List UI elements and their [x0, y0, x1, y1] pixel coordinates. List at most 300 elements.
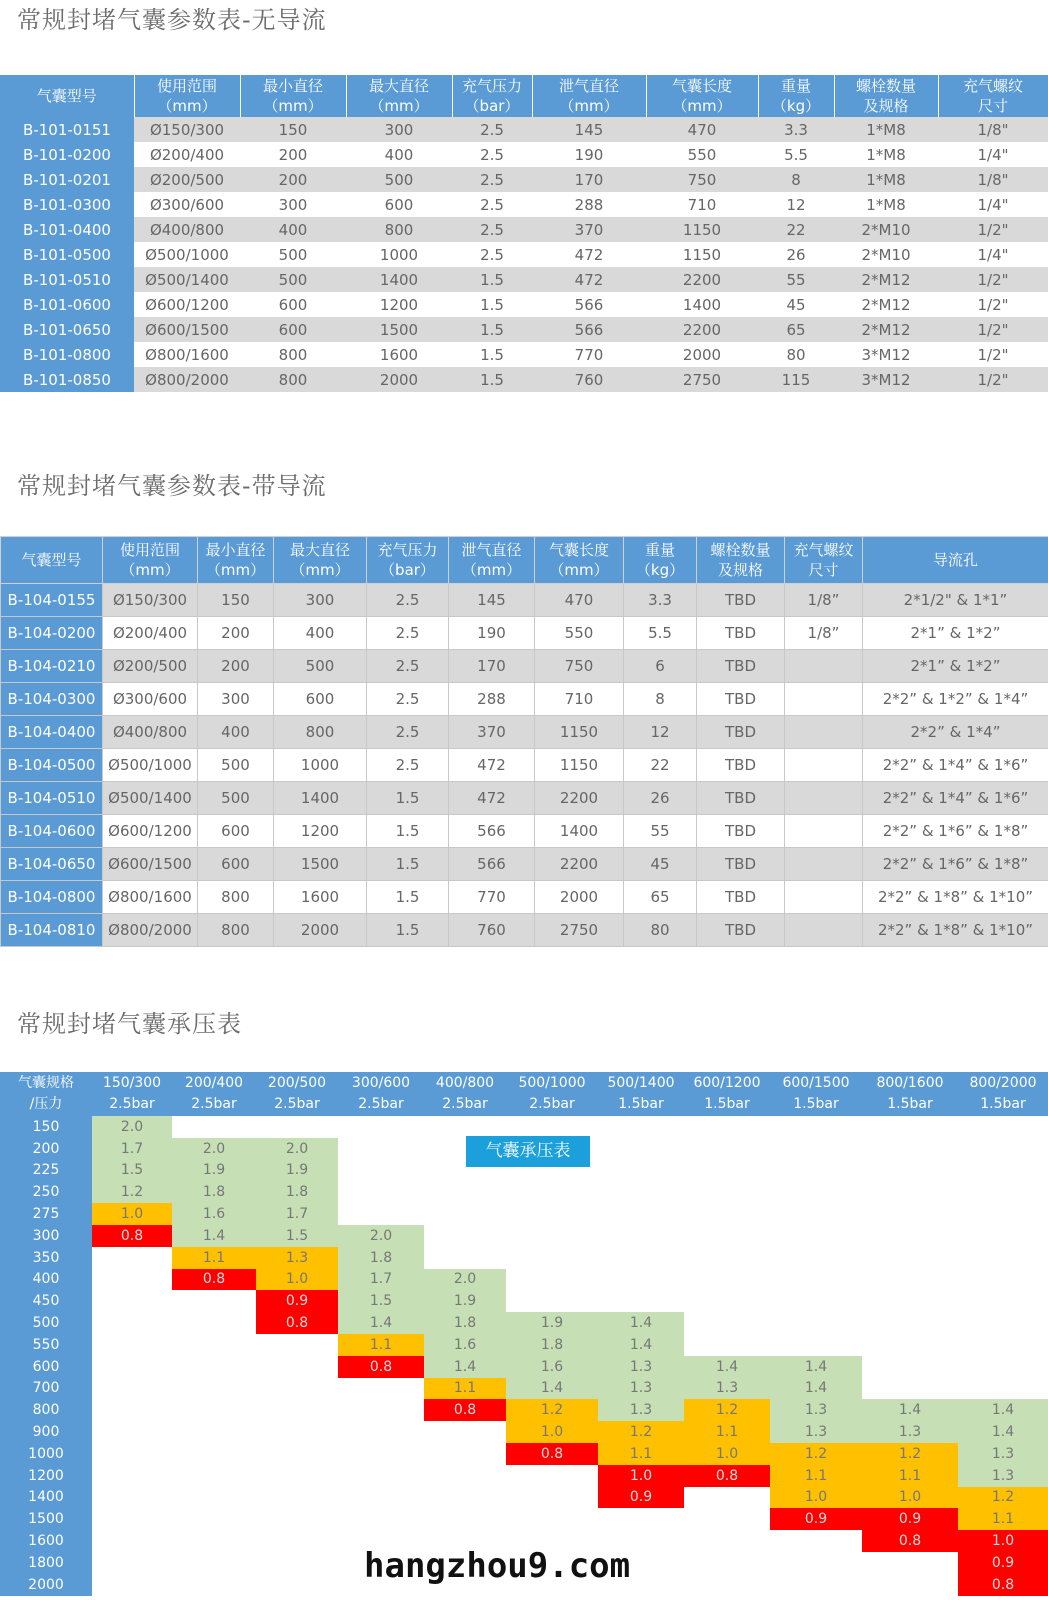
spec2-cell: 2200	[535, 848, 624, 881]
pressure-row-label: 150	[0, 1116, 92, 1138]
pressure-empty-cell	[684, 1203, 770, 1225]
pressure-row	[0, 1116, 1048, 1138]
pressure-empty-cell	[92, 1356, 172, 1378]
pressure-value-cell: 0.9	[770, 1508, 862, 1530]
spec2-cell: 1000	[274, 749, 367, 782]
pressure-empty-cell	[338, 1160, 424, 1182]
pressure-empty-cell	[256, 1574, 338, 1596]
pressure-row-label: 2000	[0, 1574, 92, 1596]
spec2-cell: Ø600/1500	[103, 848, 198, 881]
spec2-cell: 2*2” & 1*2” & 1*4”	[863, 683, 1048, 716]
spec1-model-cell: B-101-0400	[0, 217, 134, 242]
spec2-cell: 200	[198, 617, 274, 650]
spec1-cell: 1.5	[452, 292, 532, 317]
spec2-cell: 65	[624, 881, 697, 914]
spec2-cell: Ø800/2000	[103, 914, 198, 947]
pressure-empty-cell	[92, 1399, 172, 1421]
pressure-empty-cell	[424, 1203, 506, 1225]
pressure-empty-cell	[684, 1138, 770, 1160]
pressure-empty-cell	[684, 1487, 770, 1509]
pressure-empty-cell	[958, 1334, 1048, 1356]
spec1-cell: 2.5	[452, 217, 532, 242]
spec2-cell: Ø400/800	[103, 716, 198, 749]
spec2-row	[1, 650, 1048, 683]
spec2-cell: 1200	[274, 815, 367, 848]
spec1-cell: 2.5	[452, 192, 532, 217]
table-with-diversion	[0, 536, 1048, 947]
pressure-value-cell: 1.2	[770, 1443, 862, 1465]
spec1-cell: Ø200/400	[134, 142, 240, 167]
pressure-row-label: 400	[0, 1269, 92, 1291]
pressure-row-label: 300	[0, 1225, 92, 1247]
pressure-empty-cell	[684, 1181, 770, 1203]
pressure-empty-cell	[958, 1312, 1048, 1334]
pressure-empty-cell	[862, 1356, 958, 1378]
spec2-row	[1, 749, 1048, 782]
spec1-cell: 1*M8	[834, 167, 938, 192]
spec2-cell: TBD	[697, 650, 785, 683]
pressure-row	[0, 1334, 1048, 1356]
spec2-cell: Ø500/1400	[103, 782, 198, 815]
pressure-empty-cell	[172, 1356, 256, 1378]
spec1-header-cell: 重量 （kg）	[758, 75, 834, 117]
pressure-empty-cell	[256, 1116, 338, 1138]
spec2-cell	[785, 848, 863, 881]
spec2-cell: 150	[198, 584, 274, 617]
pressure-row-label: 1200	[0, 1465, 92, 1487]
spec2-cell	[785, 782, 863, 815]
pressure-value-cell: 1.7	[92, 1138, 172, 1160]
pressure-row	[0, 1269, 1048, 1291]
pressure-value-cell: 0.9	[958, 1552, 1048, 1574]
pressure-value-cell: 0.8	[958, 1574, 1048, 1596]
pressure-empty-cell	[172, 1116, 256, 1138]
spec2-cell: 800	[198, 914, 274, 947]
pressure-empty-cell	[92, 1378, 172, 1400]
pressure-value-cell: 1.0	[256, 1269, 338, 1291]
pressure-row-label: 600	[0, 1356, 92, 1378]
spec1-cell: 800	[346, 217, 452, 242]
table3-title: 常规封堵气囊承压表	[17, 1010, 242, 1038]
spec2-cell: TBD	[697, 716, 785, 749]
pressure-empty-cell	[172, 1378, 256, 1400]
spec2-cell: 80	[624, 914, 697, 947]
spec1-cell: 1/8"	[938, 117, 1048, 142]
pressure-empty-cell	[958, 1181, 1048, 1203]
spec1-cell: 1*M8	[834, 117, 938, 142]
spec2-cell: 800	[274, 716, 367, 749]
pressure-value-cell: 0.8	[862, 1530, 958, 1552]
spec1-model-cell: B-101-0650	[0, 317, 134, 342]
spec2-cell: 55	[624, 815, 697, 848]
pressure-empty-cell	[598, 1225, 684, 1247]
spec2-cell: TBD	[697, 584, 785, 617]
spec1-cell: Ø500/1000	[134, 242, 240, 267]
pressure-empty-cell	[92, 1508, 172, 1530]
pressure-empty-cell	[958, 1225, 1048, 1247]
pressure-empty-cell	[506, 1508, 598, 1530]
spec2-header-cell: 最大直径 （mm）	[274, 537, 367, 584]
pressure-value-cell: 1.4	[958, 1421, 1048, 1443]
spec2-row	[1, 716, 1048, 749]
pressure-value-cell: 1.9	[172, 1160, 256, 1182]
pressure-column-header: 200/500 2.5bar	[256, 1072, 338, 1116]
spec1-header-cell: 气囊型号	[0, 75, 134, 117]
spec1-cell: 600	[240, 317, 346, 342]
pressure-empty-cell	[770, 1138, 862, 1160]
spec1-cell: 550	[646, 142, 758, 167]
spec2-cell	[785, 815, 863, 848]
watermark: hangzhou9.com	[364, 1546, 631, 1586]
pressure-value-cell: 1.8	[172, 1181, 256, 1203]
pressure-value-cell: 1.3	[598, 1378, 684, 1400]
spec2-header-cell: 泄气直径 （mm）	[449, 537, 535, 584]
spec1-cell: 2*M12	[834, 292, 938, 317]
spec2-cell: 1500	[274, 848, 367, 881]
spec2-cell: 2*2” & 1*4” & 1*6”	[863, 749, 1048, 782]
spec1-cell: 3*M12	[834, 342, 938, 367]
pressure-empty-cell	[958, 1290, 1048, 1312]
pressure-value-cell: 1.0	[92, 1203, 172, 1225]
spec2-cell: Ø150/300	[103, 584, 198, 617]
spec1-cell: 12	[758, 192, 834, 217]
pressure-value-cell: 2.0	[256, 1138, 338, 1160]
spec1-cell: 2.5	[452, 142, 532, 167]
spec2-cell	[785, 914, 863, 947]
spec1-cell: 500	[240, 267, 346, 292]
pressure-empty-cell	[770, 1574, 862, 1596]
spec1-cell: 800	[240, 367, 346, 392]
pressure-row-label: 800	[0, 1399, 92, 1421]
spec1-cell: 472	[532, 267, 646, 292]
spec1-cell: 566	[532, 292, 646, 317]
spec1-cell: 8	[758, 167, 834, 192]
spec2-model-cell: B-104-0400	[1, 716, 103, 749]
spec2-cell: TBD	[697, 815, 785, 848]
spec2-cell: 5.5	[624, 617, 697, 650]
pressure-value-cell: 1.8	[506, 1334, 598, 1356]
spec2-cell: TBD	[697, 914, 785, 947]
pressure-column-header: 800/2000 1.5bar	[958, 1072, 1048, 1116]
pressure-empty-cell	[424, 1116, 506, 1138]
pressure-empty-cell	[92, 1465, 172, 1487]
spec2-cell: 2.5	[367, 716, 449, 749]
spec1-cell: 500	[240, 242, 346, 267]
spec2-cell: 2.5	[367, 749, 449, 782]
pressure-empty-cell	[172, 1443, 256, 1465]
spec2-row	[1, 848, 1048, 881]
pressure-empty-cell	[862, 1334, 958, 1356]
pressure-empty-cell	[598, 1269, 684, 1291]
spec1-cell: 1/4"	[938, 192, 1048, 217]
spec1-cell: 760	[532, 367, 646, 392]
pressure-empty-cell	[862, 1203, 958, 1225]
spec2-cell: 2*1/2" & 1*1”	[863, 584, 1048, 617]
spec2-cell: TBD	[697, 683, 785, 716]
spec2-cell: 566	[449, 815, 535, 848]
pressure-empty-cell	[338, 1399, 424, 1421]
pressure-column-header: 800/1600 1.5bar	[862, 1072, 958, 1116]
pressure-value-cell: 2.0	[338, 1225, 424, 1247]
pressure-value-cell: 1.3	[770, 1399, 862, 1421]
pressure-value-cell: 0.8	[256, 1312, 338, 1334]
pressure-value-cell: 1.1	[770, 1465, 862, 1487]
spec2-cell: 600	[274, 683, 367, 716]
spec2-row	[1, 683, 1048, 716]
spec1-cell: 300	[240, 192, 346, 217]
pressure-empty-cell	[424, 1508, 506, 1530]
spec2-row	[1, 617, 1048, 650]
pressure-empty-cell	[770, 1552, 862, 1574]
pressure-empty-cell	[506, 1116, 598, 1138]
pressure-column-header: 400/800 2.5bar	[424, 1072, 506, 1116]
pressure-row	[0, 1356, 1048, 1378]
pressure-value-cell: 0.8	[684, 1465, 770, 1487]
spec2-cell: 2.5	[367, 650, 449, 683]
pressure-row-label: 350	[0, 1247, 92, 1269]
spec1-cell: 800	[240, 342, 346, 367]
spec1-model-cell: B-101-0500	[0, 242, 134, 267]
pressure-row-label: 200	[0, 1138, 92, 1160]
pressure-empty-cell	[958, 1378, 1048, 1400]
spec2-cell: 770	[449, 881, 535, 914]
pressure-empty-cell	[424, 1443, 506, 1465]
pressure-value-cell: 1.0	[770, 1487, 862, 1509]
pressure-empty-cell	[338, 1465, 424, 1487]
spec2-cell	[785, 881, 863, 914]
pressure-empty-cell	[598, 1203, 684, 1225]
pressure-empty-cell	[424, 1487, 506, 1509]
spec2-cell: 26	[624, 782, 697, 815]
spec2-row	[1, 914, 1048, 947]
spec2-cell: 2*2” & 1*4” & 1*6”	[863, 782, 1048, 815]
spec1-cell: 1150	[646, 217, 758, 242]
pressure-value-cell: 0.9	[598, 1487, 684, 1509]
pressure-value-cell: 1.0	[958, 1530, 1048, 1552]
spec1-cell: 1.5	[452, 317, 532, 342]
pressure-value-cell: 1.3	[958, 1465, 1048, 1487]
pressure-empty-cell	[172, 1312, 256, 1334]
spec1-cell: 1400	[346, 267, 452, 292]
spec1-cell: 1150	[646, 242, 758, 267]
spec1-cell: 1000	[346, 242, 452, 267]
spec1-cell: 1.5	[452, 267, 532, 292]
pressure-value-cell: 1.3	[958, 1443, 1048, 1465]
spec2-model-cell: B-104-0210	[1, 650, 103, 683]
pressure-empty-cell	[684, 1552, 770, 1574]
spec2-cell: 288	[449, 683, 535, 716]
pressure-value-cell: 1.7	[338, 1269, 424, 1291]
pressure-row-label: 1500	[0, 1508, 92, 1530]
spec2-cell: 1.5	[367, 881, 449, 914]
pressure-row-label: 1000	[0, 1443, 92, 1465]
spec1-cell: 2200	[646, 317, 758, 342]
pressure-empty-cell	[862, 1160, 958, 1182]
spec1-row	[0, 317, 1048, 342]
spec2-cell	[785, 716, 863, 749]
spec1-model-cell: B-101-0201	[0, 167, 134, 192]
spec2-cell	[785, 749, 863, 782]
pressure-value-cell: 1.1	[172, 1247, 256, 1269]
pressure-empty-cell	[256, 1378, 338, 1400]
pressure-empty-cell	[958, 1269, 1048, 1291]
spec1-cell: 500	[346, 167, 452, 192]
pressure-empty-cell	[684, 1116, 770, 1138]
pressure-empty-cell	[684, 1508, 770, 1530]
pressure-value-cell: 1.6	[172, 1203, 256, 1225]
pressure-empty-cell	[92, 1334, 172, 1356]
pressure-empty-cell	[958, 1203, 1048, 1225]
spec2-cell: 170	[449, 650, 535, 683]
spec1-cell: Ø600/1200	[134, 292, 240, 317]
pressure-empty-cell	[506, 1247, 598, 1269]
pressure-empty-cell	[598, 1160, 684, 1182]
pressure-value-cell: 1.3	[862, 1421, 958, 1443]
pressure-row-label: 700	[0, 1378, 92, 1400]
pressure-empty-cell	[958, 1247, 1048, 1269]
pressure-value-cell: 1.4	[862, 1399, 958, 1421]
spec2-header-cell: 充气螺纹 尺寸	[785, 537, 863, 584]
spec2-cell: TBD	[697, 848, 785, 881]
spec1-cell: 2*M12	[834, 267, 938, 292]
pressure-empty-cell	[862, 1378, 958, 1400]
pressure-row	[0, 1312, 1048, 1334]
pressure-row-label: 1800	[0, 1552, 92, 1574]
spec1-cell: 1/2"	[938, 292, 1048, 317]
pressure-empty-cell	[684, 1574, 770, 1596]
spec2-cell: Ø300/600	[103, 683, 198, 716]
spec1-model-cell: B-101-0800	[0, 342, 134, 367]
pressure-value-cell: 0.8	[338, 1356, 424, 1378]
spec1-cell: Ø400/800	[134, 217, 240, 242]
spec2-row	[1, 782, 1048, 815]
pressure-empty-cell	[256, 1443, 338, 1465]
pressure-empty-cell	[598, 1290, 684, 1312]
pressure-value-cell: 0.8	[506, 1443, 598, 1465]
spec1-cell: 600	[346, 192, 452, 217]
pressure-empty-cell	[506, 1181, 598, 1203]
pressure-table-badge: 气囊承压表	[466, 1136, 590, 1167]
pressure-empty-cell	[684, 1530, 770, 1552]
pressure-row	[0, 1247, 1048, 1269]
spec2-cell: 2*2” & 1*6” & 1*8”	[863, 848, 1048, 881]
pressure-empty-cell	[338, 1203, 424, 1225]
pressure-empty-cell	[256, 1334, 338, 1356]
pressure-value-cell: 1.9	[424, 1290, 506, 1312]
pressure-value-cell: 1.5	[92, 1160, 172, 1182]
spec1-cell: 470	[646, 117, 758, 142]
spec2-cell: 2*1” & 1*2”	[863, 617, 1048, 650]
pressure-empty-cell	[172, 1334, 256, 1356]
spec2-cell: 2*1” & 1*2”	[863, 650, 1048, 683]
spec1-row	[0, 117, 1048, 142]
spec2-cell: Ø200/400	[103, 617, 198, 650]
spec1-cell: 1500	[346, 317, 452, 342]
spec1-cell: 1*M8	[834, 192, 938, 217]
pressure-empty-cell	[770, 1116, 862, 1138]
pressure-empty-cell	[506, 1225, 598, 1247]
spec2-cell: 190	[449, 617, 535, 650]
spec1-cell: 2.5	[452, 242, 532, 267]
pressure-row	[0, 1225, 1048, 1247]
spec1-cell: 45	[758, 292, 834, 317]
spec2-cell: 12	[624, 716, 697, 749]
pressure-row-label: 550	[0, 1334, 92, 1356]
pressure-empty-cell	[770, 1225, 862, 1247]
spec2-cell: 500	[198, 749, 274, 782]
pressure-empty-cell	[770, 1203, 862, 1225]
pressure-empty-cell	[684, 1160, 770, 1182]
spec2-cell: 1.5	[367, 782, 449, 815]
pressure-value-cell: 1.3	[256, 1247, 338, 1269]
spec2-cell: 2.5	[367, 584, 449, 617]
pressure-empty-cell	[424, 1247, 506, 1269]
pressure-empty-cell	[862, 1574, 958, 1596]
pressure-value-cell: 1.3	[770, 1421, 862, 1443]
spec2-cell: TBD	[697, 749, 785, 782]
pressure-empty-cell	[256, 1530, 338, 1552]
pressure-empty-cell	[862, 1312, 958, 1334]
spec1-cell: 400	[240, 217, 346, 242]
spec1-row	[0, 192, 1048, 217]
pressure-empty-cell	[256, 1356, 338, 1378]
spec2-model-cell: B-104-0600	[1, 815, 103, 848]
pressure-row	[0, 1465, 1048, 1487]
pressure-column-header: 300/600 2.5bar	[338, 1072, 424, 1116]
spec2-row	[1, 815, 1048, 848]
spec1-cell: 22	[758, 217, 834, 242]
spec1-cell: 710	[646, 192, 758, 217]
pressure-empty-cell	[338, 1508, 424, 1530]
pressure-value-cell: 2.0	[92, 1116, 172, 1138]
spec1-model-cell: B-101-0600	[0, 292, 134, 317]
pressure-empty-cell	[770, 1247, 862, 1269]
spec1-row	[0, 167, 1048, 192]
pressure-empty-cell	[598, 1181, 684, 1203]
pressure-empty-cell	[92, 1487, 172, 1509]
pressure-value-cell: 1.3	[598, 1356, 684, 1378]
spec1-cell: 2.5	[452, 117, 532, 142]
spec2-header-cell: 重量 （kg）	[624, 537, 697, 584]
spec1-cell: 1/2"	[938, 317, 1048, 342]
spec1-row	[0, 217, 1048, 242]
spec1-cell: 170	[532, 167, 646, 192]
spec1-cell: 1/4"	[938, 242, 1048, 267]
spec2-cell: 2*2” & 1*6” & 1*8”	[863, 815, 1048, 848]
pressure-empty-cell	[862, 1247, 958, 1269]
spec2-model-cell: B-104-0800	[1, 881, 103, 914]
spec1-cell: 200	[240, 142, 346, 167]
spec2-model-cell: B-104-0810	[1, 914, 103, 947]
pressure-corner-header: 气囊规格 /压力	[0, 1072, 92, 1116]
spec2-cell: 472	[449, 782, 535, 815]
pressure-empty-cell	[958, 1138, 1048, 1160]
spec2-cell: 500	[198, 782, 274, 815]
spec1-model-cell: B-101-0510	[0, 267, 134, 292]
pressure-empty-cell	[862, 1181, 958, 1203]
pressure-empty-cell	[172, 1290, 256, 1312]
spec1-cell: 300	[346, 117, 452, 142]
spec2-cell: 1.5	[367, 848, 449, 881]
pressure-value-cell: 1.0	[506, 1421, 598, 1443]
pressure-empty-cell	[862, 1552, 958, 1574]
pressure-value-cell: 0.8	[172, 1269, 256, 1291]
pressure-empty-cell	[862, 1269, 958, 1291]
spec2-cell: 472	[449, 749, 535, 782]
pressure-value-cell: 1.5	[338, 1290, 424, 1312]
spec1-header-cell: 充气螺纹 尺寸	[938, 75, 1048, 117]
spec2-cell: 300	[198, 683, 274, 716]
